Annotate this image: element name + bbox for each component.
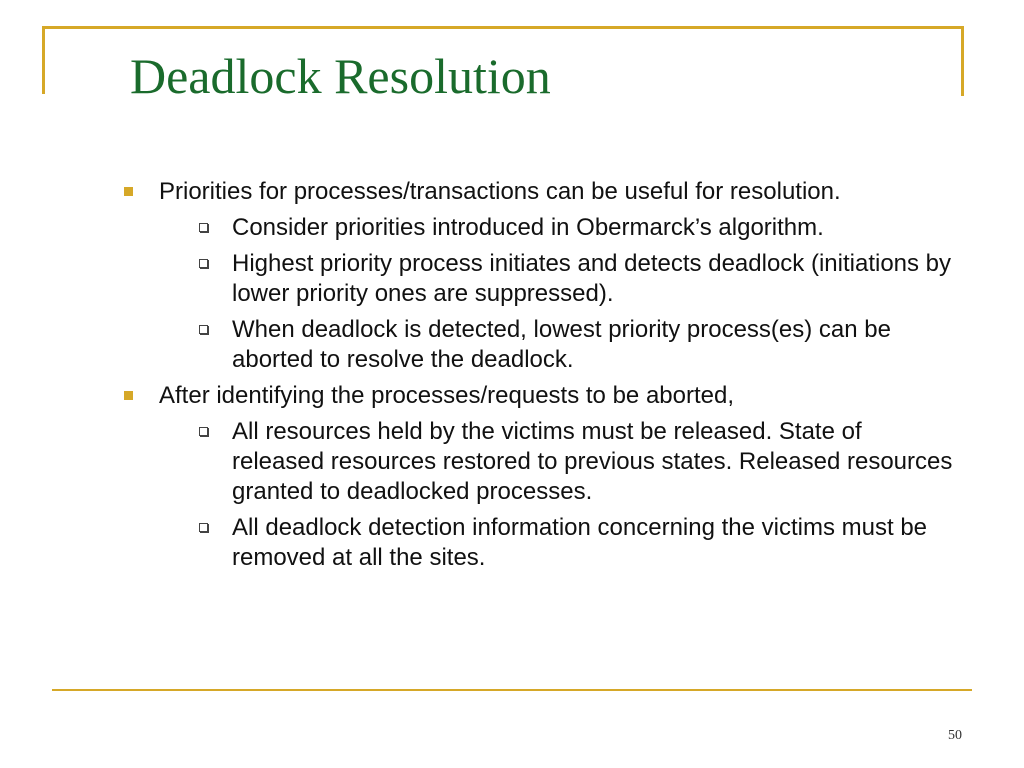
hollow-square-bullet-icon bbox=[199, 223, 208, 232]
sub-bullet-text: Consider priorities introduced in Obermarck’s algorithm. bbox=[232, 214, 824, 241]
sub-bullet-item bbox=[159, 315, 954, 375]
square-bullet-icon bbox=[124, 187, 133, 196]
sub-bullet-text: All resources held by the victims must be released. State of released resources restored to previous states. Released resources granted to deadlocked processes. bbox=[232, 418, 953, 505]
bullet-item-priorities bbox=[124, 177, 954, 375]
frame-top-line bbox=[42, 26, 964, 29]
bullet-list bbox=[124, 177, 954, 579]
slide-title: Deadlock Resolution bbox=[130, 48, 551, 104]
hollow-square-bullet-icon bbox=[199, 427, 208, 436]
sub-bullet-list bbox=[159, 417, 954, 573]
page-number: 50 bbox=[948, 728, 962, 743]
frame-right-line bbox=[961, 26, 964, 96]
frame-left-line bbox=[42, 26, 45, 94]
sub-bullet-item bbox=[159, 213, 954, 243]
sub-bullet-item bbox=[159, 417, 954, 507]
hollow-square-bullet-icon bbox=[199, 523, 208, 532]
sub-bullet-item bbox=[159, 249, 954, 309]
square-bullet-icon bbox=[124, 391, 133, 400]
bullet-item-after-identifying bbox=[124, 381, 954, 573]
sub-bullet-text: All deadlock detection information concerning the victims must be removed at all the sites. bbox=[232, 514, 928, 571]
hollow-square-bullet-icon bbox=[199, 325, 208, 334]
sub-bullet-text: When deadlock is detected, lowest priority process(es) can be aborted to resolve the deadlock. bbox=[232, 316, 891, 373]
bullet-text: Priorities for processes/transactions can be useful for resolution. bbox=[159, 178, 841, 205]
bullet-text: After identifying the processes/requests to be aborted, bbox=[159, 382, 735, 409]
footer-rule bbox=[52, 689, 972, 691]
sub-bullet-item bbox=[159, 513, 954, 573]
sub-bullet-list bbox=[159, 213, 954, 375]
sub-bullet-text: Highest priority process initiates and detects deadlock (initiations by lower priority ones are suppressed). bbox=[232, 250, 952, 307]
hollow-square-bullet-icon bbox=[199, 259, 208, 268]
